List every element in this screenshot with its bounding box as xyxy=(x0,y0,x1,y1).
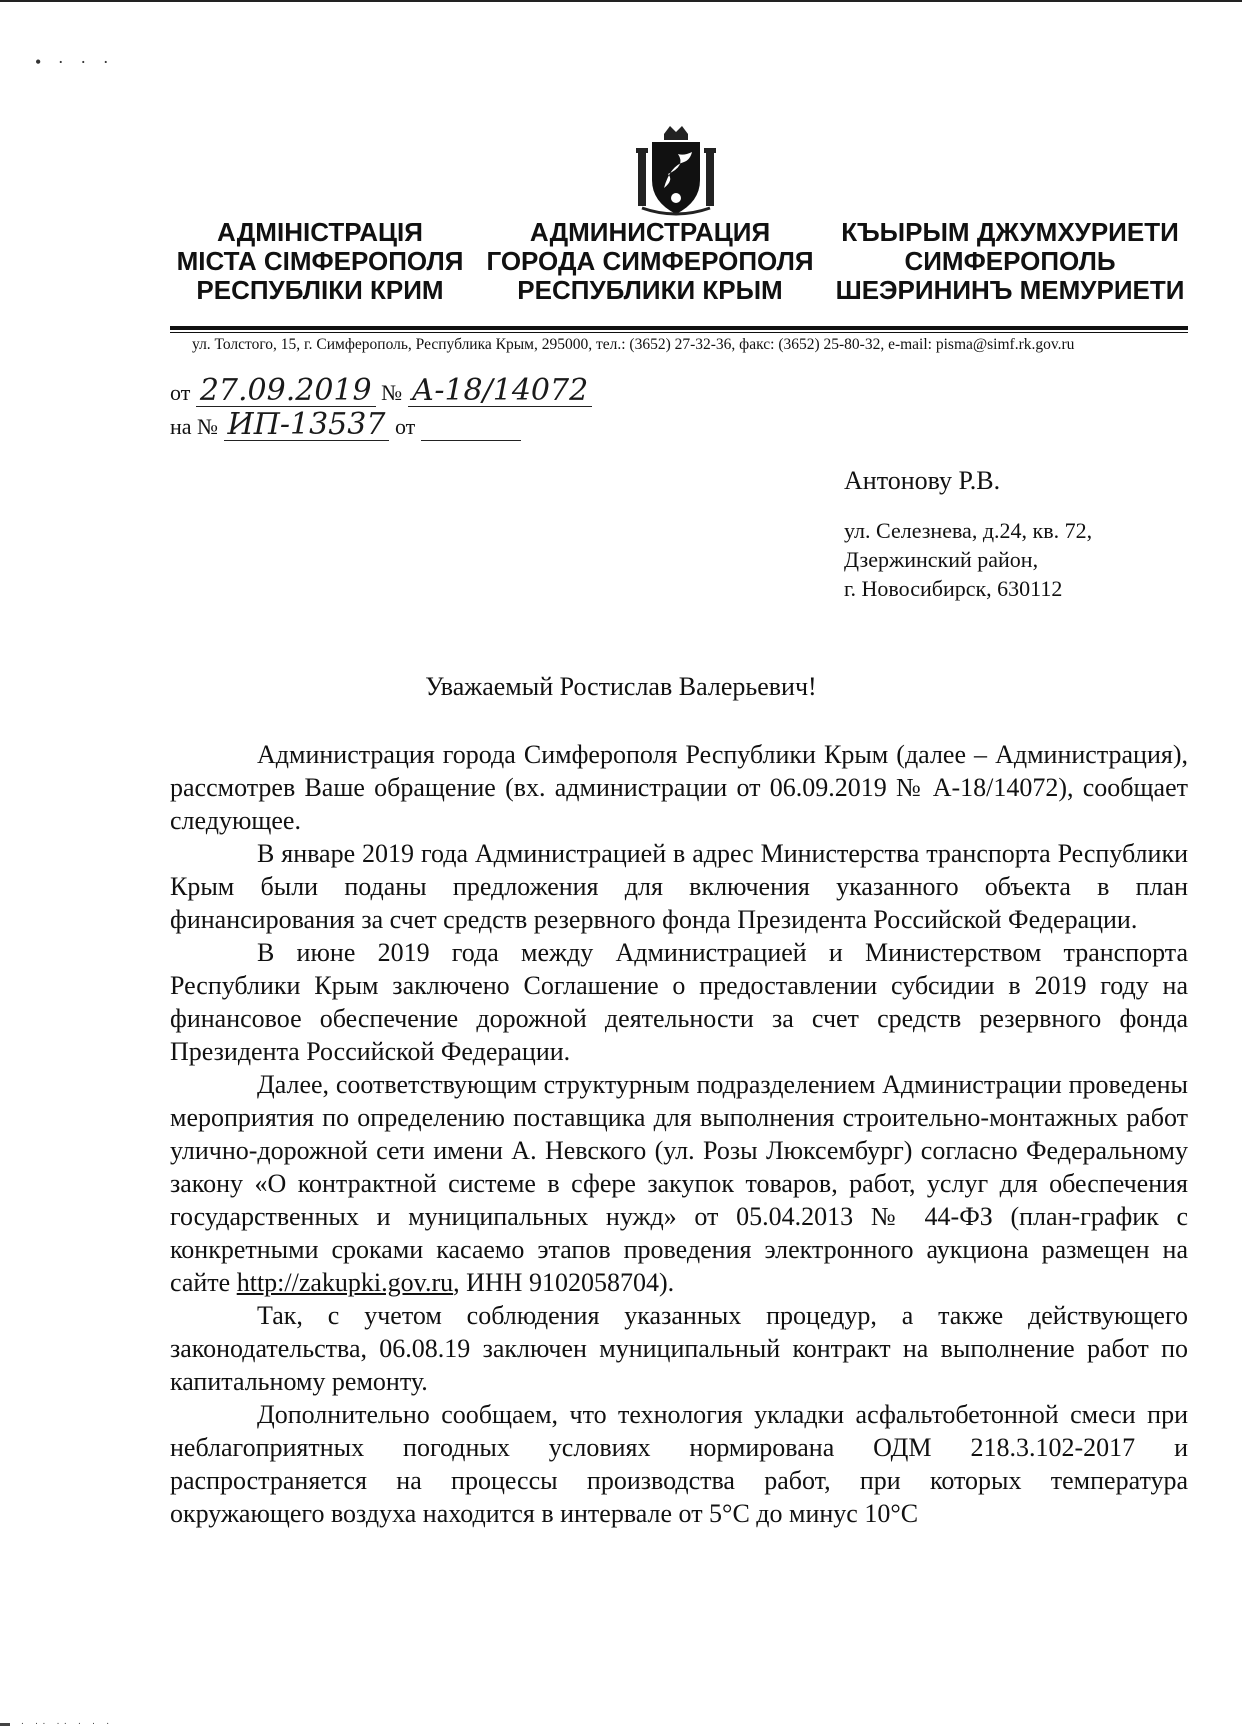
paragraph: В январе 2019 года Администрацией в адрес Министерства транспорта Республики Крым были поданы предложения для включения указанного объекта в план финансирования за счет средств резервного фонда Президента Российской Федерации. xyxy=(170,839,1188,934)
recipient-address-line: Дзержинский район, xyxy=(844,547,1039,572)
letterhead-russian: АДМИНИСТРАЦИЯ ГОРОДА СИМФЕРОПОЛЯ РЕСПУБЛИКИ КРЫМ xyxy=(486,217,814,305)
crimea-coat-of-arms-icon xyxy=(634,122,718,218)
recipient-address-line: г. Новосибирск, 630112 xyxy=(844,576,1063,601)
reference-number: ИП-13537 xyxy=(224,410,390,441)
scan-artifact: • · · · xyxy=(35,52,115,72)
recipient-address-line: ул. Селезнева, д.24, кв. 72, xyxy=(844,518,1093,543)
salutation: Уважаемый Ростислав Валерьевич! xyxy=(425,672,817,701)
paragraph: В июне 2019 года между Администрацией и Министерством транспорта Республики Крым заключено Соглашение о предоставлении субсидии в 2019 году на финансовое обеспечение дорожной деятельности за счет средств резервного фонда Президента Российской Федерации. xyxy=(170,938,1188,1066)
letterhead-ukrainian: АДМІНІСТРАЦІЯ МІСТА СІМФЕРОПОЛЯ РЕСПУБЛІКИ КРИМ xyxy=(176,217,464,305)
paragraph: Администрация города Симферополя Республики Крым (далее – Администрация), рассмотрев Ваше обращение (вх. администрации от 06.09.2019 № А-18/14072), сообщает следующее. xyxy=(170,740,1188,835)
reference-registration: на № ИП-13537 от xyxy=(170,410,521,441)
scan-top-edge xyxy=(0,0,1242,8)
recipient-block xyxy=(844,466,1092,603)
contact-address-line: ул. Толстого, 15, г. Симферополь, Республика Крым, 295000, тел.: (3652) 27-32-36, факс: (3652) 25-80-32, e-mail: pisma@simf.rk.gov.ru xyxy=(192,336,1075,353)
header-rule-thick xyxy=(170,326,1188,330)
scan-artifact: ▬ · ·· ·· · · · xyxy=(0,1718,114,1729)
outgoing-registration: от 27.09.2019 № А-18/14072 xyxy=(170,376,592,407)
paragraph: Дополнительно сообщаем, что технология укладки асфальтобетонной смеси при неблагоприятных погодных условиях нормирована ОДМ 218.3.102-2017 и распространяется на процессы производства работ, при которых температура окружающего воздуха находится в интервале от 5°С до минус 10°С xyxy=(170,1400,1188,1528)
outgoing-date: 27.09.2019 xyxy=(196,376,376,407)
letterhead-crimean-tatar: КЪЫРЫМ ДЖУМХУРИЕТИ СИМФЕРОПОЛЬ ШЕЭРИНИНЪ МЕМУРИЕТИ xyxy=(835,217,1185,305)
header-rule-thin xyxy=(170,332,1188,333)
zakupki-link[interactable]: http://zakupki.gov.ru xyxy=(236,1268,454,1297)
outgoing-number: А-18/14072 xyxy=(408,376,593,407)
paragraph: Далее, соответствующим структурным подразделением Администрации проведены мероприятия по определению поставщика для выполнения строительно-монтажных работ улично-дорожной сети имени А. Невского (ул. Розы Люксембург) согласно Федеральному закону «О контрактной системе в сфере закупок товаров, работ, услуг для обеспечения государственных и муниципальных нужд» от 05.04.2013 № 44-ФЗ (план-график с конкретными сроками касаемо этапов проведения электронного аукциона размещен на сайте http://zakupki.gov.ru, ИНН 9102058704). xyxy=(170,1070,1188,1297)
letter-body xyxy=(170,738,1188,1530)
recipient-name: Антонову Р.В. xyxy=(844,466,1001,495)
reference-date-blank xyxy=(421,420,521,441)
paragraph: Так, с учетом соблюдения указанных процедур, а также действующего законодательства, 06.08.19 заключен муниципальный контракт на выполнение работ по капитальному ремонту. xyxy=(170,1301,1188,1396)
